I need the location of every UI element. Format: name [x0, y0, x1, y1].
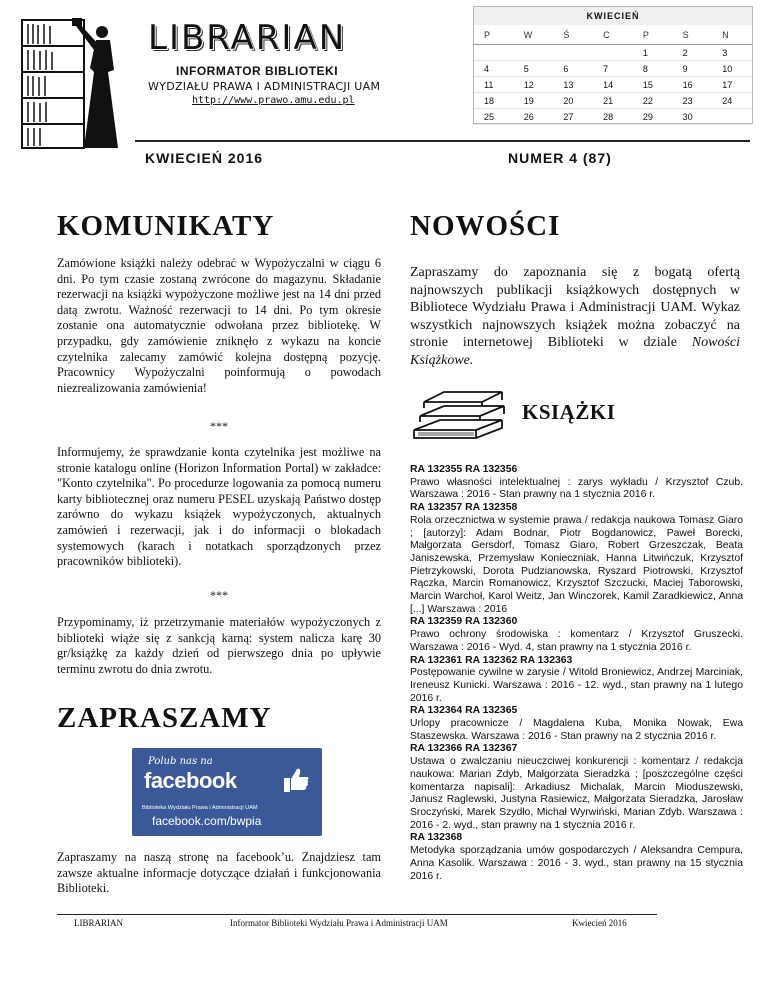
footer-date: Kwiecień 2016 — [572, 918, 627, 928]
thumbs-up-icon — [282, 766, 310, 794]
ksiazki-heading: KSIĄŻKI — [522, 400, 616, 424]
zapraszamy-heading: ZAPRASZAMY — [57, 702, 272, 734]
calendar-weekday: Ś — [553, 25, 593, 45]
komunikaty-paragraph-2: Informujemy, że sprawdzanie konta czytelnika jest możliwe na stronie katalogu online (Horizon Information Portal) w zakładce: "Konto czytelnika". Po procedurze logowania za pomocą numeru karty bibliotecznej oraz numeru PESEL uzyskają Państwo dostęp zarówno do wykazu książek wypożyczonych, aktualnych zamówień i rezerwacji, jak i do informacji o blokadach systemowych (karach i notatkach sporządzonych przez pracowników biblioteki). — [57, 445, 381, 569]
calendar-day: 26 — [514, 109, 554, 125]
calendar-grid — [474, 25, 752, 125]
calendar-day: 11 — [474, 77, 514, 93]
footer-divider — [57, 914, 657, 915]
calendar-day: 14 — [593, 77, 633, 93]
calendar-day — [514, 45, 554, 61]
book-entry — [410, 655, 743, 706]
calendar-day: 30 — [673, 109, 713, 125]
facebook-banner[interactable] — [132, 748, 322, 836]
calendar-day: 8 — [633, 61, 673, 77]
book-description: Urlopy pracownicze / Magdalena Kuba, Monika Nowak, Ewa Staszewska. Warszawa : 2016 - Stan prawny na 2 stycznia 2016 r. — [410, 718, 743, 742]
calendar-day: 20 — [553, 93, 593, 109]
calendar-day: 9 — [673, 61, 713, 77]
masthead-subtitle: INFORMATOR BIBLIOTEKI — [176, 64, 339, 78]
book-description: Postępowanie cywilne w zarysie / Witold Broniewicz, Andrzej Marciniak, Ireneusz Kunicki. Warszawa : 2016 - 12. wyd., stan prawny na 1 lutego 2016 r. — [410, 667, 743, 704]
nowosci-heading: NOWOŚCI — [410, 210, 561, 242]
calendar-weekday: S — [673, 25, 713, 45]
calendar-day: 29 — [633, 109, 673, 125]
calendar-weekday: N — [712, 25, 752, 45]
calendar-day: 12 — [514, 77, 554, 93]
calendar-weekday: P — [633, 25, 673, 45]
calendar-weekday: P — [474, 25, 514, 45]
masthead-title: LIBRARIAN — [148, 18, 347, 58]
calendar-day: 1 — [633, 45, 673, 61]
calendar-day: 24 — [712, 93, 752, 109]
header-divider — [135, 140, 750, 142]
book-entry — [410, 464, 743, 502]
calendar-weekday: W — [514, 25, 554, 45]
book-entry — [410, 743, 743, 832]
calendar-day: 7 — [593, 61, 633, 77]
calendar-day: 27 — [553, 109, 593, 125]
calendar-day: 15 — [633, 77, 673, 93]
nowosci-paragraph — [410, 264, 740, 369]
calendar-day: 19 — [514, 93, 554, 109]
book-signature: RA 132357 RA 132358 — [410, 502, 518, 514]
komunikaty-heading: KOMUNIKATY — [57, 210, 275, 242]
calendar-day: 3 — [712, 45, 752, 61]
separator: *** — [210, 419, 228, 433]
calendar-day: 13 — [553, 77, 593, 93]
book-signature: RA 132364 RA 132365 — [410, 705, 518, 717]
calendar-day — [593, 45, 633, 61]
book-entry — [410, 832, 743, 883]
calendar-day: 21 — [593, 93, 633, 109]
calendar-day: 6 — [553, 61, 593, 77]
facebook-url: facebook.com/bwpia — [152, 814, 262, 828]
facebook-wordmark: facebook — [144, 768, 237, 793]
zapraszamy-paragraph: Zapraszamy na naszą stronę na facebook’u. Znajdziesz tam zawsze aktualne informacje dotyczące działań i funkcjonowania Biblioteki. — [57, 850, 381, 896]
book-signature: RA 132368 — [410, 832, 463, 844]
calendar-day: 28 — [593, 109, 633, 125]
calendar-day: 2 — [673, 45, 713, 61]
book-signature: RA 132366 RA 132367 — [410, 743, 518, 755]
book-description: Rola orzecznictwa w systemie prawa / redakcja naukowa Tomasz Giaro ; [autorzy]: Adam Bodnar, Piotr Bogdanowicz, Paweł Borecki, Małgorzata Gersdorf, Tomasz Giaro, Robert Grzeszczak, Beata Janiszewska, Przemysław Konieczniak, Hanna Litwińczuk, Krzysztof Pietrzykowski, Dorota Pudzianowska, Ryszard Piotrowski, Krzysztof Rączka, Marcin Romanowicz, Krzysztof Szczucki, Maciej Taborowski, Marcin Warchoł, Karol Weitz, Jan Winczorek, Kamil Zaradkiewicz, Anna [...] Warszawa : 2016 — [410, 514, 743, 615]
calendar-day: 16 — [673, 77, 713, 93]
book-signature: RA 132355 RA 132356 — [410, 464, 518, 475]
book-description: Ustawa o zwalczaniu nieuczciwej konkurencji : komentarz / redakcja naukowa: Marian Zdyb, Małgorzata Sieradzka ; [poszczególne części komentarza napisali]: Arkadiusz Michalak, Marcin Mioduszewski, Janusz Raglewski, Justyna Rasiewicz, Małgorzata Sieradzka, Jarosław Sroczyński, Marek Szydło, Michał Wyrwiński, Marian Zdyb. Warszawa : 2016 - 2. wyd., stan prawny na 1 stycznia 2016 r. — [410, 756, 743, 831]
book-signature: RA 132361 RA 132362 RA 132363 — [410, 654, 573, 666]
book-entry — [410, 705, 743, 743]
book-description: Prawo ochrony środowiska : komentarz / Krzysztof Gruszecki. Warszawa : 2016 - Wyd. 4, stan prawny na 1 stycznia 2016 r. — [410, 629, 743, 653]
calendar-day — [553, 45, 593, 61]
calendar — [473, 6, 753, 124]
calendar-day: 25 — [474, 109, 514, 125]
calendar-month: KWIECIEŃ — [474, 7, 752, 25]
separator: *** — [210, 588, 228, 602]
calendar-weekday: C — [593, 25, 633, 45]
issue-number: NUMER 4 (87) — [508, 150, 612, 166]
nowosci-section-link: Nowości Książkowe. — [410, 335, 740, 368]
nowosci-text: Zapraszamy do zapoznania się z bogatą ofertą najnowszych publikacji książkowych dostępnych w Bibliotece Wydziału Prawa i Administracji UAM. Wykaz wszystkich najnowszych książek można zobaczyć na stronie internetowej Biblioteki w dziale — [410, 265, 740, 350]
librarian-logo-icon — [20, 10, 135, 150]
books-stack-icon — [410, 386, 510, 442]
calendar-day: 4 — [474, 61, 514, 77]
komunikaty-paragraph-3: Przypominamy, iż przetrzymanie materiałów wypożyczonych z biblioteki wiąże się z sankcją karną: system nalicza karę 30 gr/książkę za każdy dzień od pierwszego dnia po upływie terminu zwrotu do dnia zwrotu. — [57, 615, 381, 676]
book-description: Prawo własności intelektualnej : zarys wykładu / Krzysztof Czub. Warszawa : 2016 - Stan prawny na 1 stycznia 2016 r. — [410, 476, 743, 501]
calendar-day — [712, 109, 752, 125]
book-entry — [410, 616, 743, 654]
footer-description: Informator Biblioteki Wydziału Prawa i Administracji UAM — [230, 918, 448, 928]
komunikaty-paragraph-1: Zamówione książki należy odebrać w Wypożyczalni w ciągu 6 dni. Po tym czasie zostaną zwrócone do magazynu. Składanie rezerwacji na książki wypożyczone możliwe jest na 14 dni przed datą zwrotu. Ważność rezerwacji to 14 dni. Po tym okresie zostanie ona automatycznie odwołana przez bibliotekę. W przypadku, gdy zamówienie zniknęło z wykazu na koncie czytelnika zalecamy zamówić kolejna dostępną pozycję. Pracownicy Wypożyczalni poinformują o powodach niezrealizowania zamówienia! — [57, 256, 381, 395]
calendar-day: 18 — [474, 93, 514, 109]
masthead-faculty: WYDZIAŁU PRAWA I ADMINISTRACJI UAM — [148, 80, 381, 93]
calendar-day: 23 — [673, 93, 713, 109]
calendar-day: 17 — [712, 77, 752, 93]
calendar-day: 22 — [633, 93, 673, 109]
calendar-day: 10 — [712, 61, 752, 77]
issue-date: KWIECIEŃ 2016 — [145, 150, 264, 166]
footer-title: LIBRARIAN — [74, 918, 123, 928]
calendar-day — [474, 45, 514, 61]
masthead-url-link[interactable]: http://www.prawo.amu.edu.pl — [192, 95, 355, 106]
book-list — [410, 464, 743, 883]
facebook-subtitle: Biblioteka Wydziału Prawa i Administracji UAM — [142, 805, 258, 811]
book-signature: RA 132359 RA 132360 — [410, 616, 518, 628]
facebook-like-text: Polub nas na — [148, 756, 213, 767]
book-description: Metodyka sporządzania umów gospodarczych / Aleksandra Cempura, Anna Kasolik. Warszawa : 2016 - 3. wyd., stan prawny na 15 stycznia 2016 r. — [410, 845, 743, 882]
book-entry — [410, 502, 743, 616]
calendar-day: 5 — [514, 61, 554, 77]
